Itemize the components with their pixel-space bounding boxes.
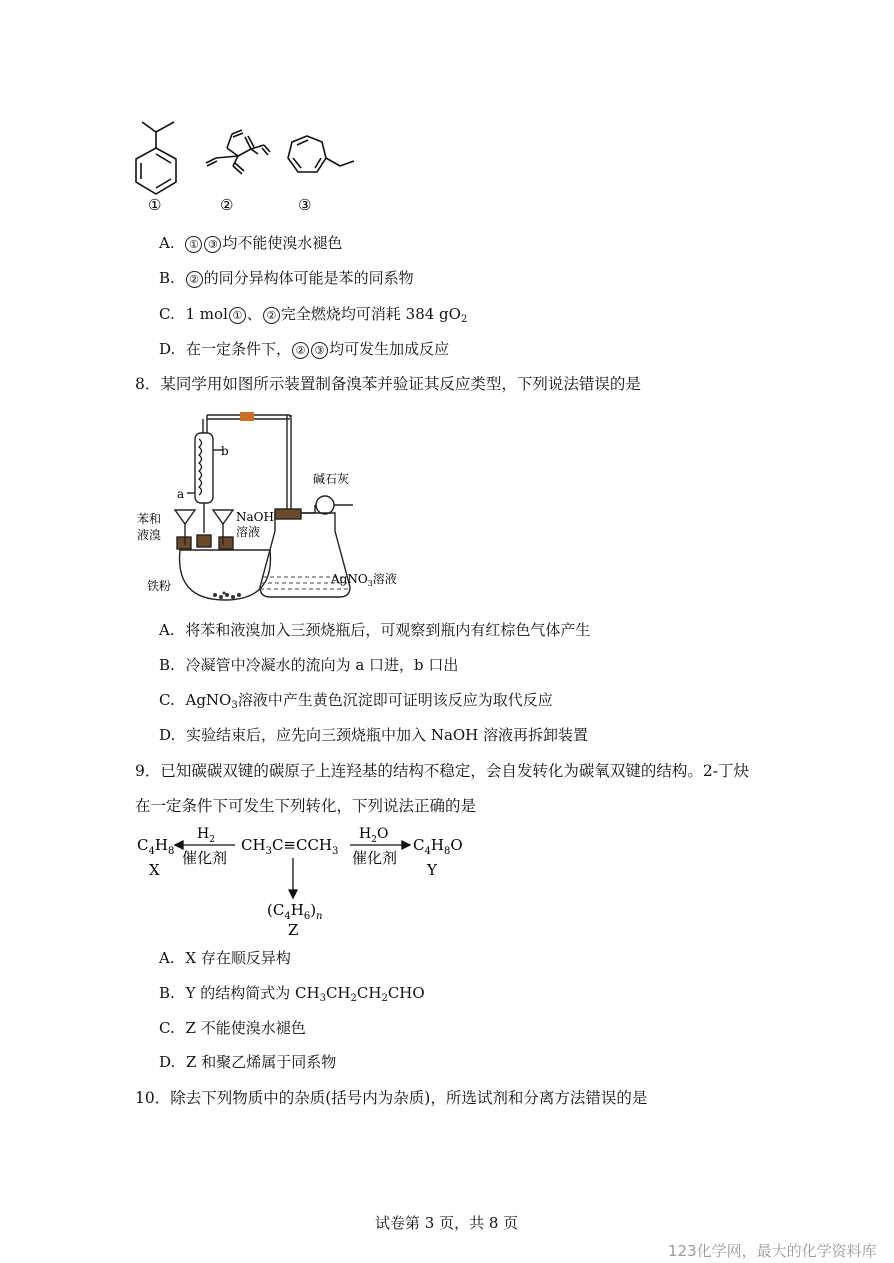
option-text: Y 的结构简式为 CH <box>185 984 320 1002</box>
q9-stem-line1: 9．已知碳碳双键的碳原子上连羟基的结构不稳定，会自发转化为碳氧双键的结构。2-丁炔 <box>135 762 749 780</box>
option-letter: C. <box>159 305 175 323</box>
option-letter: D. <box>159 1053 176 1071</box>
option-text: 1 mol <box>185 305 228 323</box>
circled-number: ① <box>185 236 202 253</box>
label-reagent-line1: 苯和 <box>137 512 162 526</box>
label-b: b <box>221 444 229 458</box>
circled-number: ③ <box>204 236 221 253</box>
label-naoh-line2: 溶液 <box>236 525 261 539</box>
option-letter: D. <box>159 726 176 744</box>
option-text: 冷凝管中冷凝水的流向为 a 口进，b 口出 <box>185 656 459 674</box>
option-letter: C. <box>159 1019 175 1037</box>
formula-2-butyne: $CH_3C\equiv CCH_3$ <box>241 836 339 857</box>
option-text: 、 <box>246 305 262 323</box>
formula-y: $C_4H_8O$ <box>413 836 463 857</box>
formula-z: $(C_4H_6)_n$ <box>267 901 323 922</box>
q8-stem: 8．某同学用如图所示装置制备溴苯并验证其反应类型，下列说法错误的是 <box>135 375 641 393</box>
option-text: CH <box>356 984 382 1002</box>
structure-1-cumene <box>136 122 176 194</box>
option-text: 完全燃烧均可消耗 384 gO <box>280 305 461 323</box>
q8-option-a <box>159 619 590 640</box>
option-text: 的同分异构体可能是苯的同系物 <box>203 269 414 287</box>
option-letter: B. <box>159 984 175 1002</box>
formula-x: $C_4H_8$ <box>137 836 175 857</box>
q9-reaction-scheme <box>135 820 475 940</box>
catalyst-left: 催化剂 <box>182 849 228 867</box>
q7-option-a <box>159 232 342 253</box>
structure-3-cycloheptatriene <box>288 136 354 172</box>
q9-option-a <box>159 947 291 968</box>
option-text: CHO <box>387 984 425 1002</box>
subscript: 2 <box>350 993 357 1004</box>
subscript: 3 <box>319 993 326 1004</box>
q8-apparatus-figure <box>135 405 435 605</box>
q7-option-c <box>159 303 467 324</box>
q8-option-d <box>159 724 588 745</box>
q9-option-d <box>159 1051 336 1072</box>
circled-number: ② <box>263 307 280 324</box>
catalyst-right: 催化剂 <box>352 849 398 867</box>
option-text: 将苯和液溴加入三颈烧瓶后，可观察到瓶内有红棕色气体产生 <box>185 621 591 639</box>
option-text: 溶液中产生黄色沉淀即可证明该反应为取代反应 <box>237 691 553 709</box>
subscript: 3 <box>231 700 238 711</box>
q9-stem-line2: 在一定条件下可发生下列转化，下列说法正确的是 <box>135 797 477 815</box>
q7-option-d <box>159 338 449 359</box>
reagent-h2o: $H_2O$ <box>359 826 389 845</box>
subscript: 2 <box>460 314 468 325</box>
structure-3-label: ③ <box>298 196 312 214</box>
q7-option-b <box>159 267 414 288</box>
q8-option-b <box>159 654 458 675</box>
option-text: CH <box>325 984 351 1002</box>
circled-number: ② <box>292 342 309 359</box>
option-text: 均不能使溴水褪色 <box>222 234 343 252</box>
label-y: Y <box>427 861 437 879</box>
structure-2-polyene <box>206 130 270 174</box>
option-letter: A. <box>159 621 175 639</box>
option-letter: B. <box>159 269 175 287</box>
option-text: 均可发生加成反应 <box>329 340 450 358</box>
q9-option-c <box>159 1017 306 1038</box>
option-letter: A. <box>159 949 175 967</box>
option-text: 实验结束后，应先向三颈烧瓶中加入 NaOH 溶液再拆卸装置 <box>186 726 589 744</box>
label-reagent-line2: 液溴 <box>137 528 162 542</box>
circled-number: ② <box>186 271 203 288</box>
q9-option-b <box>159 982 425 1003</box>
option-letter: D. <box>159 340 176 358</box>
option-text: Z 和聚乙烯属于同系物 <box>186 1053 337 1071</box>
option-text: Z 不能使溴水褪色 <box>185 1019 306 1037</box>
circled-number: ③ <box>311 342 328 359</box>
page-footer: 试卷第 3 页，共 8 页 <box>375 1214 519 1232</box>
q8-option-c <box>159 689 553 710</box>
label-iron-powder: 铁粉 <box>147 579 172 593</box>
reagent-h2: $H_2$ <box>197 826 215 845</box>
watermark: 123化学网，最大的化学资料库 <box>668 1242 877 1260</box>
label-x: X <box>149 861 160 879</box>
option-text: X 存在顺反异构 <box>185 949 291 967</box>
label-a: a <box>177 487 185 501</box>
structure-2-label: ② <box>220 196 234 214</box>
label-z: Z <box>288 921 299 939</box>
option-letter: C. <box>159 691 175 709</box>
option-letter: B. <box>159 656 175 674</box>
label-soda-lime: 碱石灰 <box>313 472 350 486</box>
option-text: 在一定条件下， <box>186 340 292 358</box>
option-letter: A. <box>159 234 175 252</box>
q7-structures <box>120 112 380 222</box>
subscript: 2 <box>381 993 388 1004</box>
label-agno3: AgNO$_3$溶液 <box>331 572 397 588</box>
structure-1-label: ① <box>148 196 162 214</box>
option-text: AgNO <box>185 691 232 709</box>
tube-connector <box>240 412 254 421</box>
circled-number: ① <box>229 307 246 324</box>
q10-stem: 10．除去下列物质中的杂质(括号内为杂质)，所选试剂和分离方法错误的是 <box>135 1089 648 1107</box>
label-naoh-line1: NaOH <box>236 510 274 524</box>
